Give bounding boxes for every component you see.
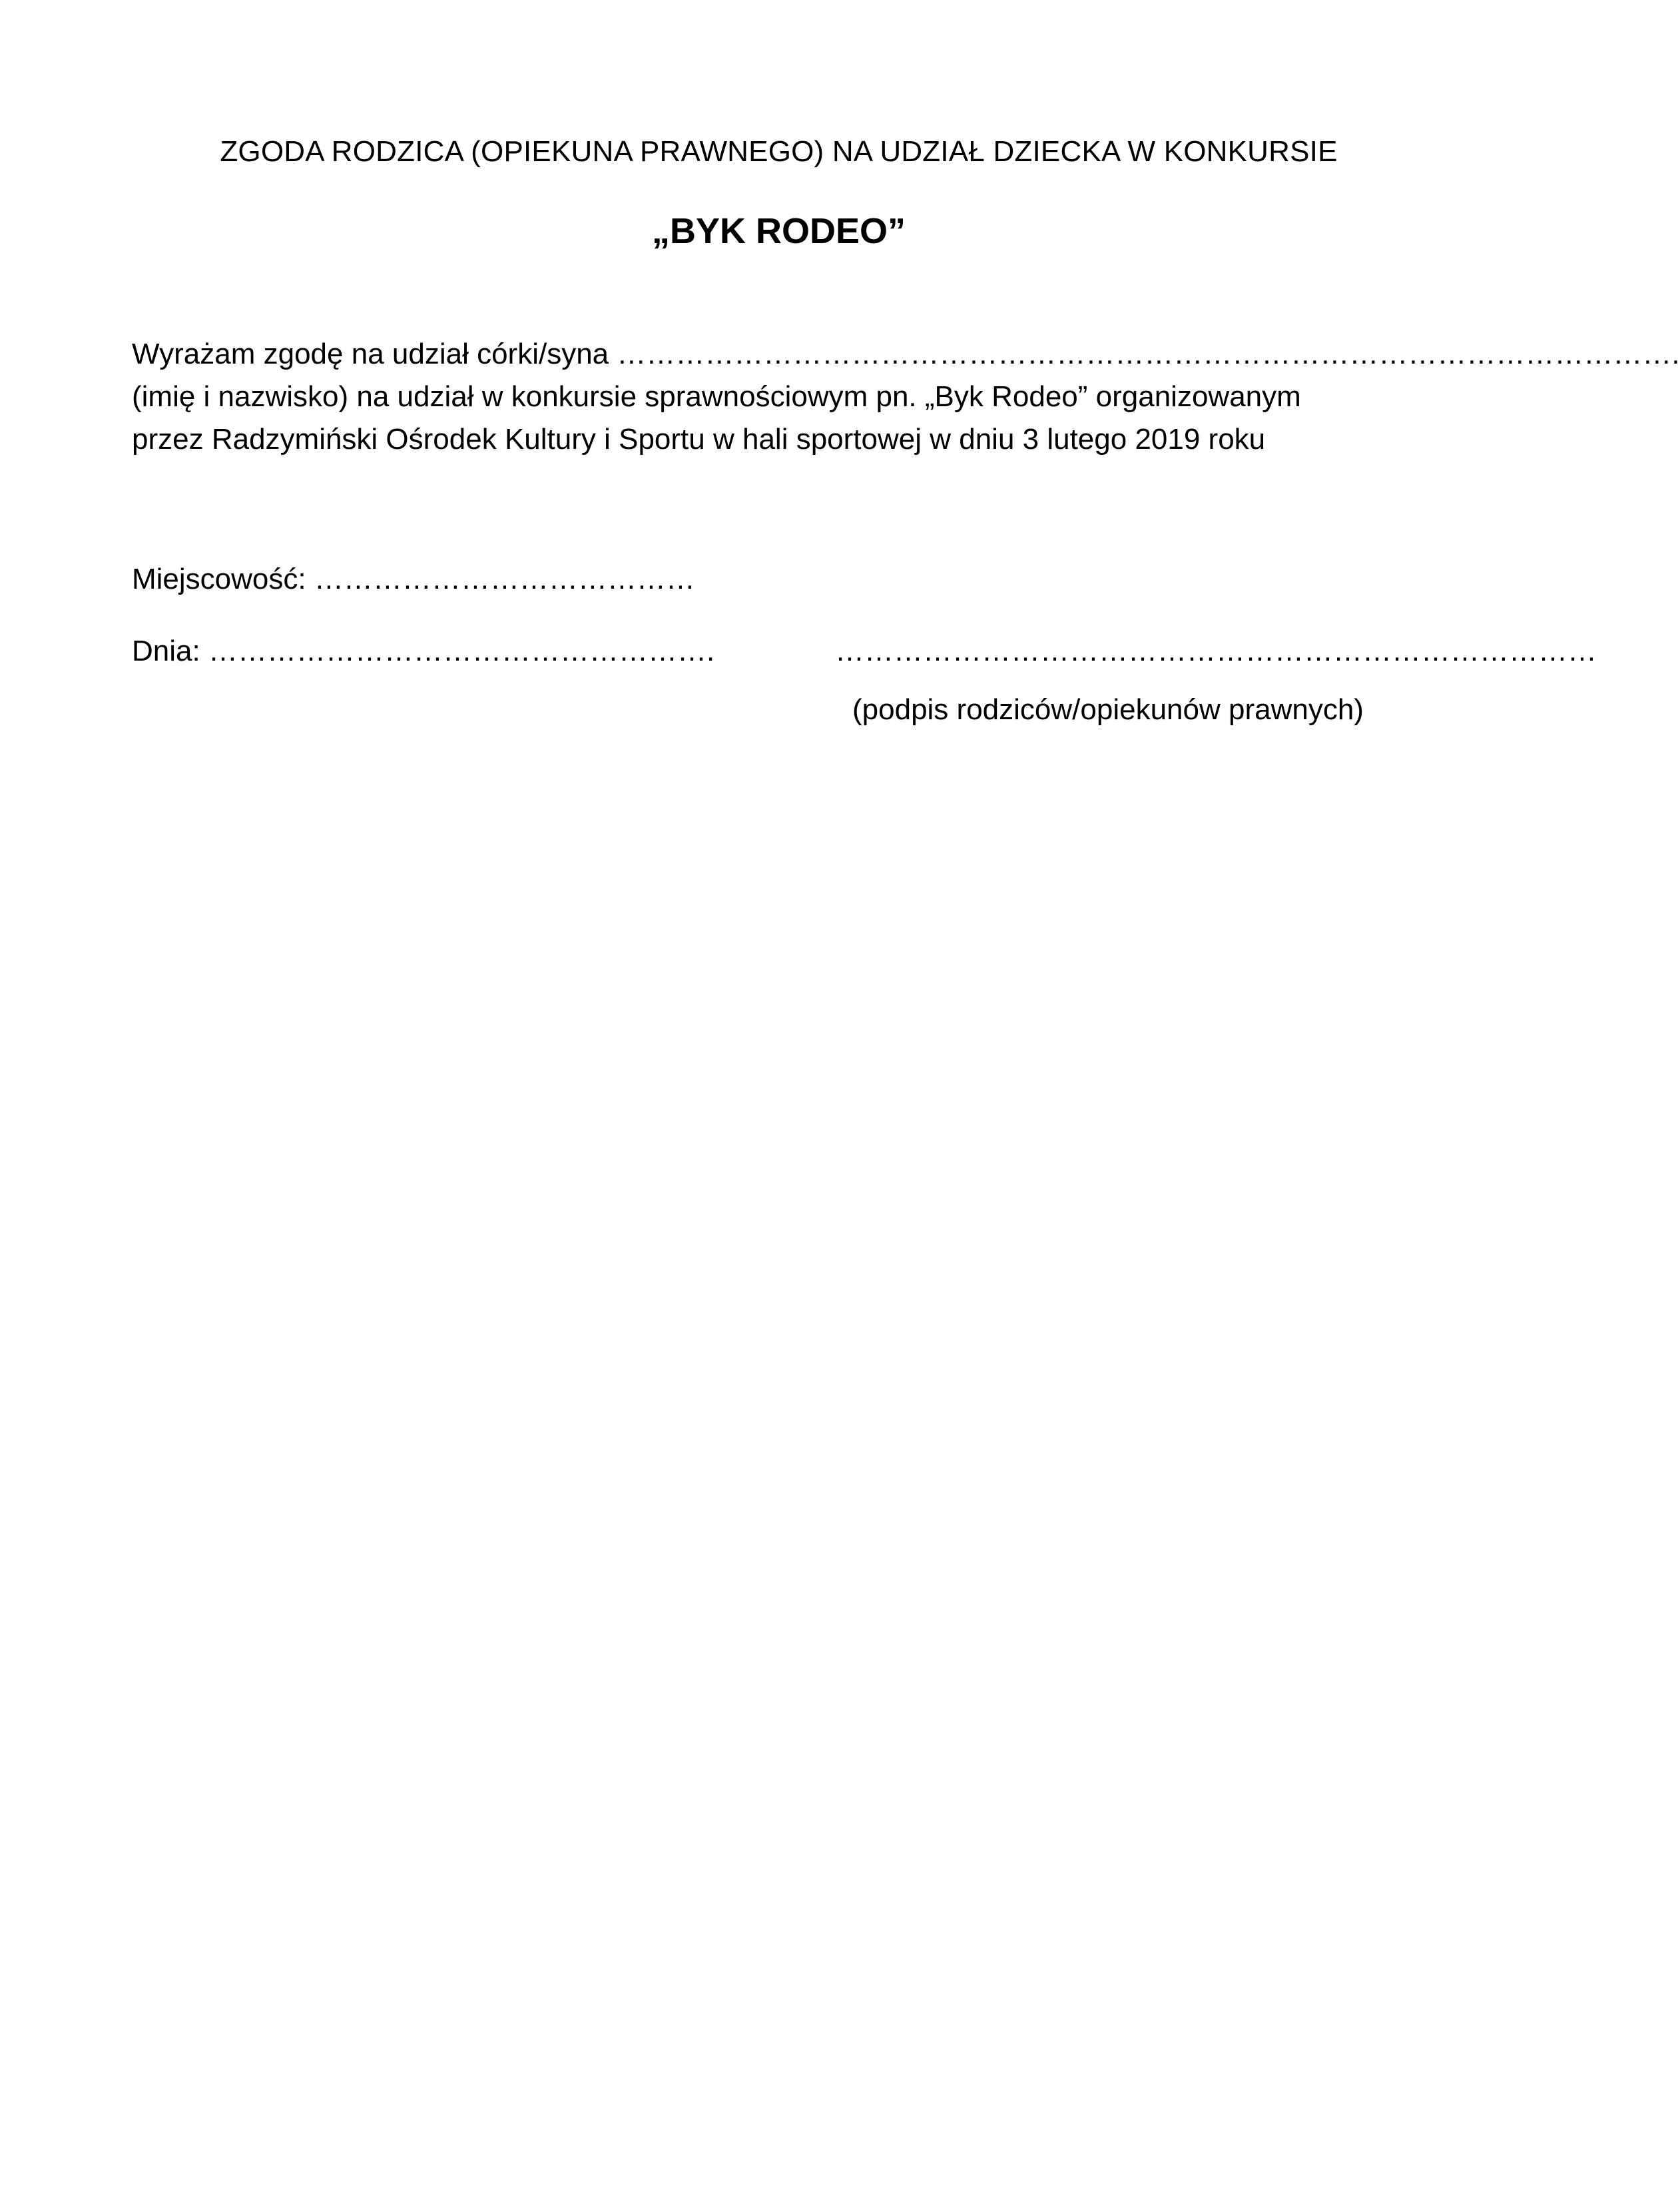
place-field	[132, 559, 695, 599]
date-blank[interactable]: …………………………………………….	[208, 635, 715, 667]
place-blank[interactable]: …………………………………	[314, 563, 695, 595]
consent-line-1	[132, 333, 1680, 376]
document-heading: ZGODA RODZICA (OPIEKUNA PRAWNEGO) NA UDZIAŁ DZIECKA W KONKURSIE	[220, 135, 1338, 168]
date-label: Dnia:	[132, 635, 208, 667]
consent-line-3: przez Radzymiński Ośrodek Kultury i Sportu w hali sportowej w dniu 3 lutego 2019 roku	[132, 423, 1266, 456]
child-name-blank[interactable]: ……………………………………………………………………………………………….	[617, 338, 1680, 370]
signature-blank[interactable]: ……………………………………………………………………	[835, 635, 1597, 667]
date-field	[132, 631, 714, 671]
place-label: Miejscowość:	[132, 563, 314, 595]
document-title: „BYK RODEO”	[651, 211, 906, 251]
signature-caption: (podpis rodziców/opiekunów prawnych)	[852, 693, 1364, 726]
consent-paragraph	[132, 333, 1680, 461]
consent-line-2: (imię i nazwisko) na udział w konkursie sprawnościowym pn. „Byk Rodeo” organizowanym	[132, 380, 1301, 413]
consent-line-1-text: Wyrażam zgodę na udział córki/syna	[132, 338, 617, 370]
